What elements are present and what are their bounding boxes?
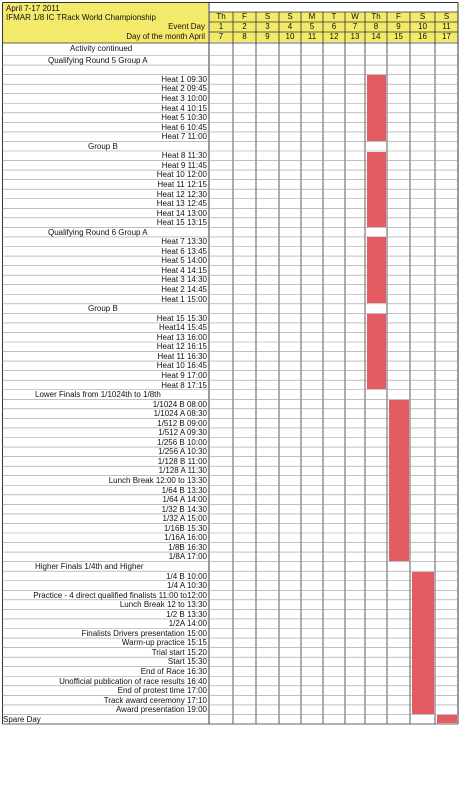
event-day-10: 10 (410, 22, 435, 32)
activity-label: 1/128 B 11:00 (157, 456, 207, 466)
month-day-8: 14 (365, 32, 387, 42)
weekday-5: M (301, 12, 323, 22)
section-label: Higher Finals 1/4th and Higher (35, 561, 144, 571)
activity-label: 1/2A 14:00 (168, 619, 207, 629)
activity-label: 1/32 A 15:00 (162, 514, 207, 524)
event-day-8: 8 (365, 22, 387, 32)
weekday-1: Th (209, 12, 233, 22)
event-day-2: 2 (233, 22, 256, 32)
activity-label: Heat 13 16:00 (156, 332, 207, 342)
activity-label: Trial start 15:20 (151, 647, 207, 657)
activity-label: 1/64 B 13:30 (161, 485, 207, 495)
month-day-1: 7 (209, 32, 233, 42)
activity-label: 1/32 B 14:30 (161, 504, 207, 514)
title-dates: April 7-17 2011 (6, 4, 60, 13)
activity-label: Warm-up practice 15:15 (121, 638, 207, 648)
activity-label: Lunch Break 12:00 to 13:30 (108, 476, 207, 485)
event-day-3: 3 (256, 22, 279, 32)
activity-label: 1/256 B 10:00 (157, 437, 207, 447)
title-event: IFMAR 1/8 IC TRack World Championship (6, 13, 156, 22)
activity-bar-day-8 (367, 75, 386, 141)
event-day-11: 11 (435, 22, 458, 32)
month-day-5: 11 (301, 32, 323, 42)
weekday-8: Th (365, 12, 387, 22)
activity-label: 1/1024 B 08:00 (152, 399, 207, 409)
activity-label: Start 15:30 (167, 657, 207, 667)
activity-label: Heat 11 12:15 (157, 179, 207, 189)
section-label: Qualifying Round 6 Group A (48, 227, 148, 237)
activity-label: Heat 2 14:45 (161, 285, 207, 294)
activity-bar-day-11 (437, 715, 457, 724)
activity-label: Heat 12 12:30 (156, 189, 207, 199)
event-day-5: 5 (301, 22, 323, 32)
activity-label: 1/4 B 10:00 (166, 571, 207, 581)
activity-bar-day-8 (367, 314, 386, 389)
activity-label: Heat 4 14:15 (161, 265, 207, 275)
activity-label: Practice - 4 direct qualified finalists 11:00 to12:00 (33, 590, 207, 600)
event-day-1: 1 (209, 22, 233, 32)
activity-label: 1/1024 A 08:30 (153, 409, 207, 419)
activity-label: Heat14 15:45 (158, 323, 207, 333)
activity-bar-day-8 (367, 152, 386, 227)
activity-label: 1/64 A 14:00 (162, 495, 207, 505)
activity-label: 1/128 A 11:30 (158, 466, 207, 476)
activity-label: Heat 10 16:45 (156, 361, 207, 371)
month-day-label: Day of the month April (126, 32, 205, 41)
group-label: Group B (88, 304, 118, 314)
event-day-4: 4 (279, 22, 301, 32)
activity-label: Heat 5 10:30 (161, 113, 207, 123)
weekday-7: W (345, 12, 365, 22)
weekday-2: F (233, 12, 256, 22)
weekday-10: S (410, 12, 435, 22)
activity-label: Heat 15 13:15 (156, 218, 207, 228)
activity-label: Heat 8 11:30 (161, 151, 207, 161)
month-day-2: 8 (233, 32, 256, 42)
activity-label: Finalists Drivers presentation 15:00 (81, 628, 207, 638)
activity-label: Lunch Break 12 to 13:30 (119, 600, 207, 610)
month-day-4: 10 (279, 32, 301, 42)
activity-label: Unofficial publication of race results 16:40 (59, 676, 207, 686)
month-day-9: 15 (387, 32, 410, 42)
activity-label: Heat 1 09:30 (161, 74, 207, 84)
section-label: Lower Finals from 1/1024th to 1/8th (35, 390, 161, 400)
weekday-9: F (387, 12, 410, 22)
month-day-6: 12 (323, 32, 345, 42)
activity-label: 1/256 A 10:30 (158, 447, 207, 457)
activity-label: Heat 12 16:15 (156, 342, 207, 352)
activity-continued-label: Activity continued (70, 44, 133, 53)
event-day-7: 7 (345, 22, 365, 32)
activity-label: Heat 13 12:45 (156, 199, 207, 209)
activity-label: End of protest time 17:00 (117, 686, 207, 696)
activity-label: Heat 10 12:00 (156, 170, 207, 180)
activity-label: Award presentation 19:00 (115, 705, 207, 715)
activity-label: Heat 7 11:00 (161, 132, 207, 142)
event-day-6: 6 (323, 22, 345, 32)
activity-label: Heat 3 10:00 (161, 94, 207, 103)
activity-label: Heat 14 13:00 (156, 208, 207, 218)
event-day-label: Event Day (168, 22, 205, 31)
activity-label: Heat 8 17:15 (161, 380, 207, 390)
weekday-11: S (435, 12, 458, 22)
activity-label: Track award ceremony 17:10 (103, 695, 207, 705)
event-day-9: 9 (387, 22, 410, 32)
activity-bar-day-8 (367, 237, 386, 303)
activity-label: 1/2 B 13:30 (166, 609, 207, 619)
spare-label: Spare Day (3, 714, 41, 724)
activity-label: Heat 1 15:00 (161, 294, 207, 304)
weekday-4: S (279, 12, 301, 22)
activity-label: Heat 2 09:45 (161, 84, 207, 94)
activity-label: End of Race 16:30 (140, 667, 207, 676)
activity-bar-day-9 (389, 400, 409, 561)
activity-label: 1/512 B 09:00 (157, 418, 207, 428)
activity-label: 1/8A 17:00 (168, 552, 207, 562)
activity-label: 1/8B 16:30 (168, 542, 207, 552)
activity-label: 1/16B 15:30 (163, 523, 207, 533)
month-day-10: 16 (410, 32, 435, 42)
activity-label: Heat 3 14:30 (161, 275, 207, 285)
weekday-6: T (323, 12, 345, 22)
activity-label: 1/16A 16:00 (164, 533, 207, 543)
month-day-3: 9 (256, 32, 279, 42)
weekday-3: S (256, 12, 279, 22)
section-label: Qualifying Round 5 Group A (48, 55, 148, 65)
activity-label: Heat 7 13:30 (161, 237, 207, 247)
activity-label: 1/512 A 09:30 (158, 428, 207, 438)
activity-label: 1/4 A 10:30 (166, 581, 207, 591)
activity-label: Heat 5 14:00 (161, 256, 207, 266)
activity-label: Heat 9 11:45 (161, 160, 207, 170)
activity-label: Heat 4 10:15 (161, 103, 207, 113)
activity-label: Heat 9 17:00 (161, 370, 207, 380)
activity-bar-day-10 (412, 572, 434, 714)
activity-label: Heat 6 10:45 (161, 122, 207, 132)
activity-label: Heat 15 15:30 (156, 313, 207, 323)
month-day-11: 17 (435, 32, 458, 42)
month-day-7: 13 (345, 32, 365, 42)
activity-label: Heat 6 13:45 (161, 246, 207, 256)
activity-label: Heat 11 16:30 (157, 351, 207, 361)
group-label: Group B (88, 141, 118, 151)
